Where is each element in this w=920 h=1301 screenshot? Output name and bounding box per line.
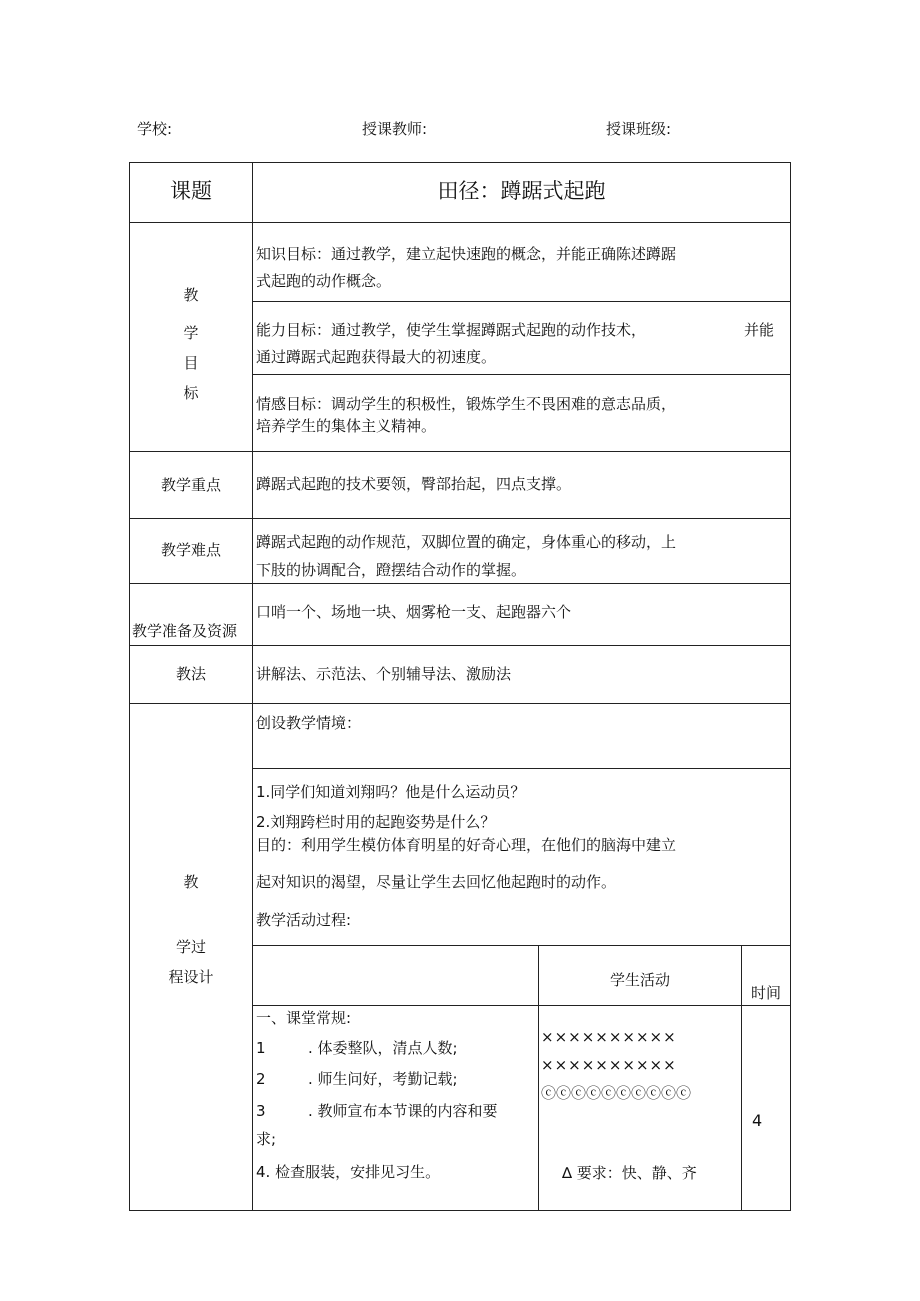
knowledge-goal-line-2: 式起跑的动作概念。 xyxy=(256,272,392,290)
knowledge-goal-line-1: 知识目标：通过教学，建立起快速跑的概念，并能正确陈述蹲踞 xyxy=(256,245,677,263)
formation-row-1: ×××××××××× xyxy=(541,1028,677,1046)
key-points-value: 蹲踞式起跑的技术要领，臀部抬起，四点支撑。 xyxy=(256,475,572,493)
scenario-question-2: 2.刘翔跨栏时用的起跑姿势是什么？ xyxy=(256,813,496,831)
ability-goal-line-1-end: 并能 xyxy=(744,321,775,339)
school-label: 学校: xyxy=(137,120,173,138)
topic-value: 田径：蹲踞式起跑 xyxy=(437,179,606,203)
process-label-3: 程设计 xyxy=(168,968,214,986)
goals-label-char: 目 xyxy=(183,354,199,372)
class-label: 授课班级: xyxy=(606,120,672,138)
routine-title: 一、课堂常规: xyxy=(256,1009,352,1027)
student-activity-header: 学生活动 xyxy=(609,971,670,989)
step-1-text: . 体委整队，清点人数; xyxy=(308,1039,458,1057)
topic-label: 课题 xyxy=(170,179,212,203)
step-3-text: . 教师宣布本节课的内容和要 xyxy=(308,1102,498,1120)
key-points-label: 教学重点 xyxy=(160,476,221,494)
methods-label: 教法 xyxy=(175,665,206,683)
step-2-text: . 师生问好，考勤记载; xyxy=(308,1070,458,1088)
emotion-goal-line-1: 情感目标：调动学生的积极性，锻炼学生不畏困难的意志品质， xyxy=(256,395,677,413)
formation-row-2: ×××××××××× xyxy=(541,1056,677,1074)
step-3-continued: 求; xyxy=(256,1130,277,1148)
scenario-question-1: 1.同学们知道刘翔吗？他是什么运动员？ xyxy=(256,783,526,801)
goals-label-char: 标 xyxy=(183,384,199,402)
methods-value: 讲解法、示范法、个别辅导法、激励法 xyxy=(256,665,512,683)
step-1-number: 1 xyxy=(256,1039,266,1057)
teacher-label: 授课教师: xyxy=(362,120,428,138)
process-label-2: 学过 xyxy=(175,938,206,956)
difficulties-line-1: 蹲踞式起跑的动作规范，双脚位置的确定，身体重心的移动，上 xyxy=(256,533,677,551)
step-2-number: 2 xyxy=(256,1070,266,1088)
purpose-line-2: 起对知识的渴望，尽量让学生去回忆他起跑时的动作。 xyxy=(256,873,617,891)
scenario-title: 创设教学情境： xyxy=(256,714,362,732)
step-4-text: 4. 检查服装，安排见习生。 xyxy=(256,1163,441,1181)
purpose-line-1: 目的：利用学生模仿体育明星的好奇心理，在他们的脑海中建立 xyxy=(256,836,677,854)
time-value: 4 xyxy=(752,1111,763,1130)
requirement-text: ∆ 要求：快、静、齐 xyxy=(562,1164,697,1182)
step-3-number: 3 xyxy=(256,1102,266,1120)
process-label-1: 教 xyxy=(183,873,199,891)
goals-label xyxy=(131,280,251,408)
formation-row-3: ⓒⓒⓒⓒⓒⓒⓒⓒⓒⓒ xyxy=(541,1084,692,1102)
ability-goal-line-2: 通过蹲踞式起跑获得最大的初速度。 xyxy=(256,348,497,366)
emotion-goal-line-2: 培养学生的集体主义精神。 xyxy=(256,417,437,435)
goals-label-char: 学 xyxy=(183,324,199,342)
goals-label-char: 教 xyxy=(183,286,199,304)
difficulties-label: 教学难点 xyxy=(160,541,221,559)
difficulties-line-2: 下肢的协调配合，蹬摆结合动作的掌握。 xyxy=(256,561,527,579)
time-header: 时间 xyxy=(750,984,781,1002)
ability-goal-line-1: 能力目标：通过教学，使学生掌握蹲踞式起跑的动作技术， xyxy=(256,321,647,339)
resources-value: 口哨一个、场地一块、烟雾枪一支、起跑器六个 xyxy=(256,603,572,621)
resources-label: 教学准备及资源 xyxy=(132,622,238,640)
activities-title: 教学活动过程: xyxy=(256,911,352,929)
